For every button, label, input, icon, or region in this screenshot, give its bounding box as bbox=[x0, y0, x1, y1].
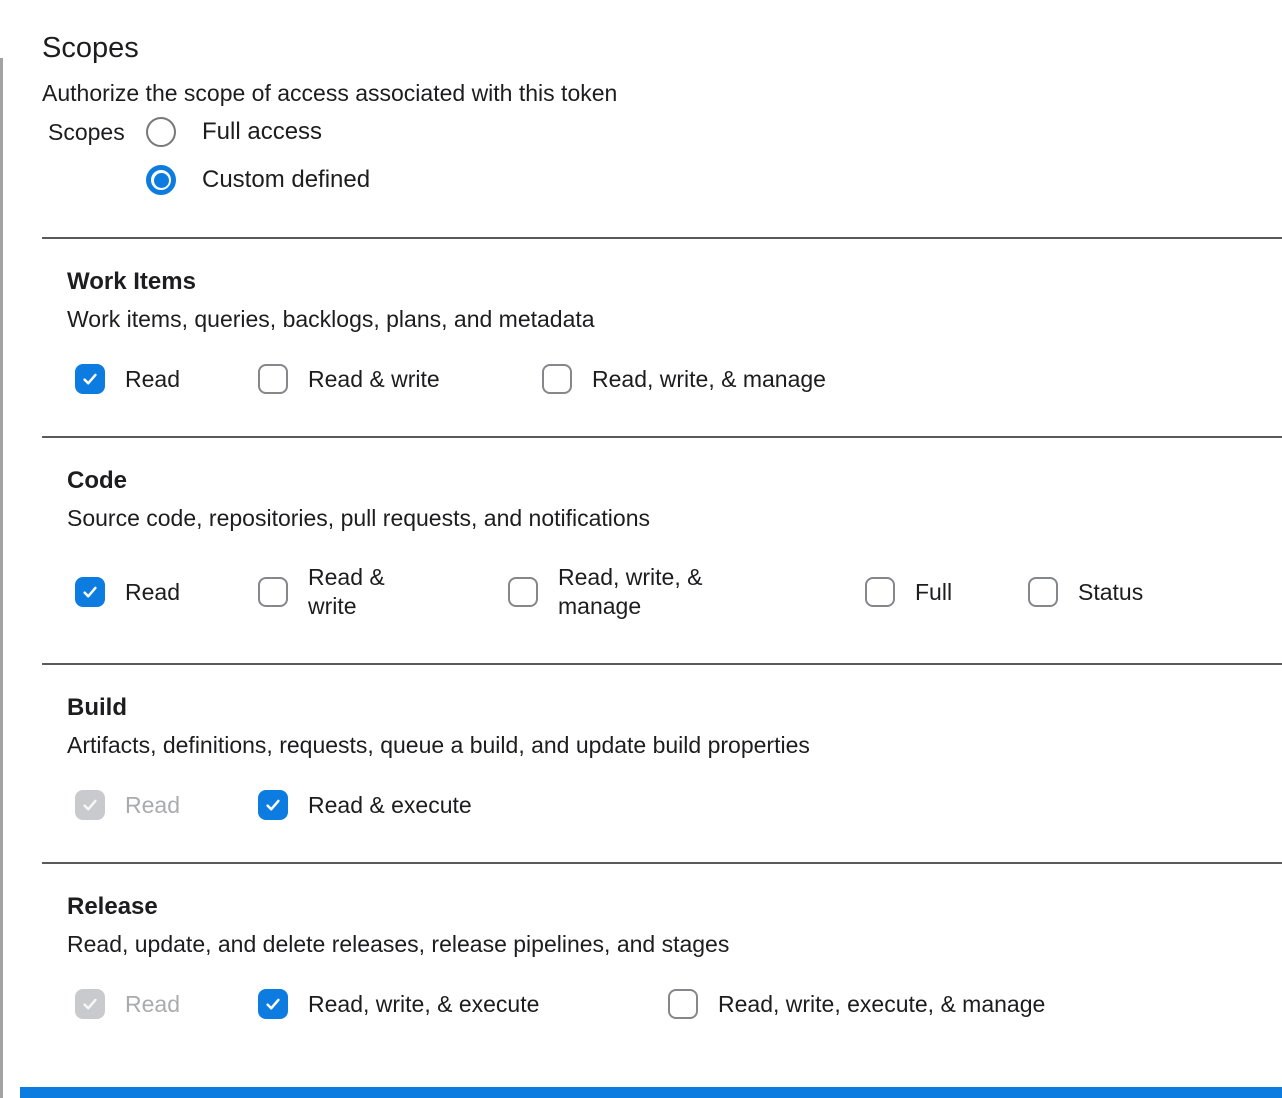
checkbox-label: Read, write, & manage bbox=[558, 564, 703, 619]
checkbox-label: Read, write, & execute bbox=[308, 990, 540, 1017]
left-border-rail bbox=[0, 58, 3, 1098]
checkbox-icon bbox=[668, 989, 698, 1019]
options-row bbox=[67, 364, 1282, 394]
checkbox-icon bbox=[258, 577, 288, 607]
section-description: Read, update, and delete releases, release pipelines, and stages bbox=[67, 931, 730, 957]
checkbox-icon bbox=[258, 989, 288, 1019]
checkbox-code-status[interactable] bbox=[1028, 577, 1143, 607]
checkbox-work-items-read-write[interactable] bbox=[258, 364, 542, 394]
checkbox-work-items-read[interactable] bbox=[75, 364, 258, 394]
checkbox-icon bbox=[75, 364, 105, 394]
bottom-blue-bar bbox=[20, 1087, 1282, 1098]
section-title: Build bbox=[67, 694, 127, 721]
checkbox-label: Read bbox=[125, 578, 180, 605]
checkbox-icon bbox=[75, 790, 105, 820]
section-description: Source code, repositories, pull requests, and notifications bbox=[67, 505, 650, 531]
checkbox-icon bbox=[508, 577, 538, 607]
checkbox-label: Read bbox=[125, 365, 180, 392]
scopes-header bbox=[0, 0, 1282, 195]
checkbox-code-read[interactable] bbox=[75, 577, 258, 607]
checkbox-release-read bbox=[75, 989, 258, 1019]
checkbox-code-read-write[interactable] bbox=[258, 563, 508, 621]
checkbox-label: Read & write bbox=[308, 365, 440, 392]
options-row bbox=[67, 989, 1282, 1019]
options-row bbox=[67, 790, 1282, 820]
checkbox-label: Read & write bbox=[308, 564, 385, 619]
section-work-items bbox=[0, 239, 1282, 394]
radio-button-icon[interactable] bbox=[146, 117, 176, 147]
checkbox-label: Status bbox=[1078, 578, 1144, 605]
checkbox-code-full[interactable] bbox=[865, 577, 1028, 607]
section-code bbox=[0, 438, 1282, 621]
page-subtitle: Authorize the scope of access associated with this token bbox=[42, 80, 618, 106]
checkbox-label: Full bbox=[915, 578, 953, 605]
options-row bbox=[67, 563, 1282, 621]
section-description: Work items, queries, backlogs, plans, and metadata bbox=[67, 306, 595, 332]
checkbox-label: Read & execute bbox=[308, 791, 472, 818]
radio-column bbox=[146, 117, 370, 195]
checkbox-icon bbox=[75, 989, 105, 1019]
section-title: Code bbox=[67, 467, 127, 494]
checkbox-icon bbox=[865, 577, 895, 607]
checkbox-build-read-execute[interactable] bbox=[258, 790, 472, 820]
radio-button-icon[interactable] bbox=[146, 165, 176, 195]
checkbox-build-read bbox=[75, 790, 258, 820]
radio-label: Custom defined bbox=[202, 166, 371, 193]
radio-label: Full access bbox=[202, 118, 323, 145]
scopes-group-label: Scopes bbox=[48, 119, 125, 145]
checkbox-code-read-write-manage[interactable] bbox=[508, 563, 865, 621]
checkbox-icon bbox=[1028, 577, 1058, 607]
radio-full-access[interactable] bbox=[146, 117, 370, 147]
checkbox-label: Read, write, & manage bbox=[592, 365, 826, 392]
section-description: Artifacts, definitions, requests, queue a build, and update build properties bbox=[67, 732, 810, 758]
checkbox-icon bbox=[258, 790, 288, 820]
checkbox-release-read-write-execute-manage[interactable] bbox=[668, 989, 1045, 1019]
checkbox-icon bbox=[542, 364, 572, 394]
checkbox-label: Read, write, execute, & manage bbox=[718, 990, 1046, 1017]
checkbox-label: Read bbox=[125, 990, 180, 1017]
page-title: Scopes bbox=[42, 32, 139, 64]
checkbox-release-read-write-execute[interactable] bbox=[258, 989, 668, 1019]
checkbox-icon bbox=[258, 364, 288, 394]
section-build bbox=[0, 665, 1282, 820]
section-release bbox=[0, 864, 1282, 1019]
checkbox-label: Read bbox=[125, 791, 180, 818]
section-title: Work Items bbox=[67, 268, 196, 295]
checkbox-icon bbox=[75, 577, 105, 607]
checkbox-work-items-read-write-manage[interactable] bbox=[542, 364, 826, 394]
scopes-radio-group bbox=[42, 117, 1282, 195]
section-title: Release bbox=[67, 893, 158, 920]
radio-custom-defined[interactable] bbox=[146, 165, 370, 195]
